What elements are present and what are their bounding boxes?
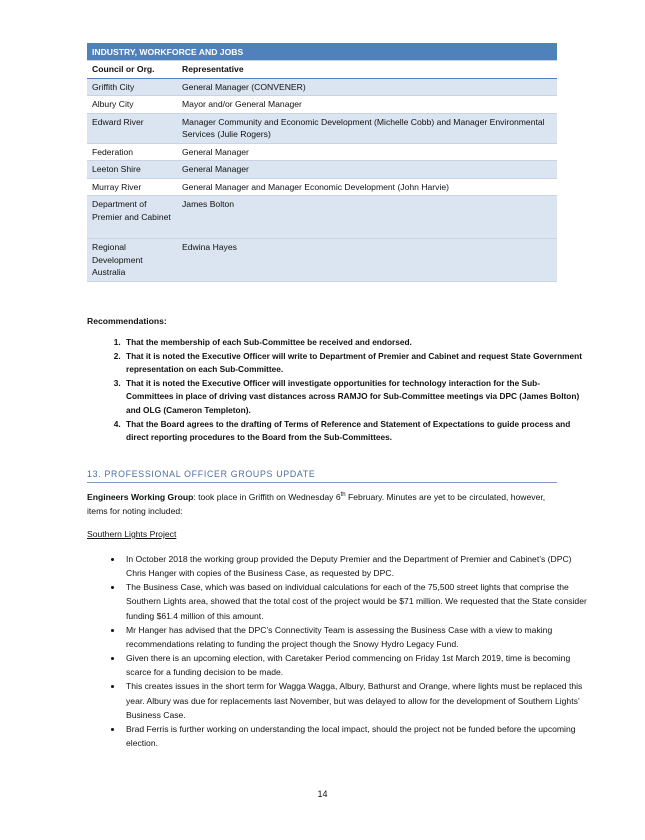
table-cell-representative: General Manager	[177, 143, 557, 161]
table-title-row	[87, 43, 557, 61]
table-cell-representative: General Manager and Manager Economic Development (John Harvie)	[177, 178, 557, 196]
recommendation-item: 3. That it is noted the Executive Officer will investigate opportunities for technology interaction for the Sub-Committees in place of driving vast distances across RAMJO for Sub-Committee meetings via DPC (James Bolton) and OLG (Cameron Templeton).	[123, 377, 583, 418]
section-heading: 13. PROFESSIONAL OFFICER GROUPS UPDATE	[87, 469, 557, 483]
table-cell-representative: General Manager (CONVENER)	[177, 78, 557, 96]
membership-table	[87, 43, 557, 282]
list-item: • Brad Ferris is further working on understanding the local impact, should the project not be funded before the upcoming election.	[123, 722, 593, 750]
table-cell-representative: General Manager	[177, 161, 557, 179]
table-row	[87, 143, 557, 161]
recommendation-item: 1. That the membership of each Sub-Committee be received and endorsed.	[123, 336, 583, 350]
southern-lights-bullets	[87, 552, 593, 750]
list-item: • The Business Case, which was based on individual calculations for each of the 75,500 street lights that comprise the Southern Lights area, showed that the total cost of the project would be $71 million. We requested that the State consider funding $61.4 million of this amount.	[123, 580, 593, 622]
table-row	[87, 96, 557, 114]
recommendations-title: Recommendations:	[87, 316, 167, 326]
southern-lights-subheading: Southern Lights Project	[87, 529, 177, 539]
table-row	[87, 178, 557, 196]
table-row	[87, 78, 557, 96]
list-item: • This creates issues in the short term for Wagga Wagga, Albury, Bathurst and Orange, where lights must be replaced this year. Albury was due for replacements last November, but was delayed to allow for the development of Southern Lights’ Business Case.	[123, 679, 593, 721]
table-cell-council: Regional Development Australia	[87, 239, 177, 282]
list-item: • Mr Hanger has advised that the DPC’s Connectivity Team is assessing the Business Case with a view to making recommendations relating to funding the project though the Snowy Hydro Legacy Fund.	[123, 623, 593, 651]
list-item: • Given there is an upcoming election, with Caretaker Period commencing on Friday 1st March 2019, time is becoming scarce for a funding decision to be made.	[123, 651, 593, 679]
table-cell-representative: Manager Community and Economic Development (Michelle Cobb) and Manager Environmental Services (Julie Rogers)	[177, 113, 557, 143]
intro-bold-label: Engineers Working Group	[87, 492, 194, 502]
list-item: • In October 2018 the working group provided the Deputy Premier and the Department of Premier and Cabinet’s (DPC) Chris Hanger with copies of the Business Case, as requested by DPC.	[123, 552, 593, 580]
table-cell-council: Department of Premier and Cabinet	[87, 196, 177, 239]
table-row	[87, 239, 557, 282]
recommendation-item: 2. That it is noted the Executive Officer will write to Department of Premier and Cabinet and request State Government representation on each Sub-Committee.	[123, 350, 583, 377]
recommendations-list	[87, 336, 583, 445]
table-cell-council: Leeton Shire	[87, 161, 177, 179]
table-row	[87, 113, 557, 143]
table-cell-council: Griffith City	[87, 78, 177, 96]
table-title: INDUSTRY, WORKFORCE AND JOBS	[87, 43, 557, 61]
table-row	[87, 161, 557, 179]
table-cell-council: Edward River	[87, 113, 177, 143]
engineers-intro	[87, 490, 557, 518]
table-cell-representative: James Bolton	[177, 196, 557, 239]
intro-superscript: th	[340, 492, 346, 499]
table-cell-representative: Edwina Hayes	[177, 239, 557, 282]
intro-text-before: : took place in Griffith on Wednesday 6	[193, 492, 341, 502]
recommendation-item: 4. That the Board agrees to the drafting of Terms of Reference and Statement of Expectations to guide process and direct reporting procedures to the Board from the Sub-Committees.	[123, 418, 583, 445]
table-row	[87, 196, 557, 239]
table-cell-council: Albury City	[87, 96, 177, 114]
table-cell-council: Murray River	[87, 178, 177, 196]
page-number: 14	[317, 789, 328, 799]
column-header-representative: Representative	[177, 61, 557, 79]
intro-text-after: February. Minutes are yet to be circulated, however, items for noting included:	[87, 492, 546, 516]
table-header-row	[87, 61, 557, 79]
column-header-council: Council or Org.	[87, 61, 177, 79]
table-cell-council: Federation	[87, 143, 177, 161]
table-cell-representative: Mayor and/or General Manager	[177, 96, 557, 114]
